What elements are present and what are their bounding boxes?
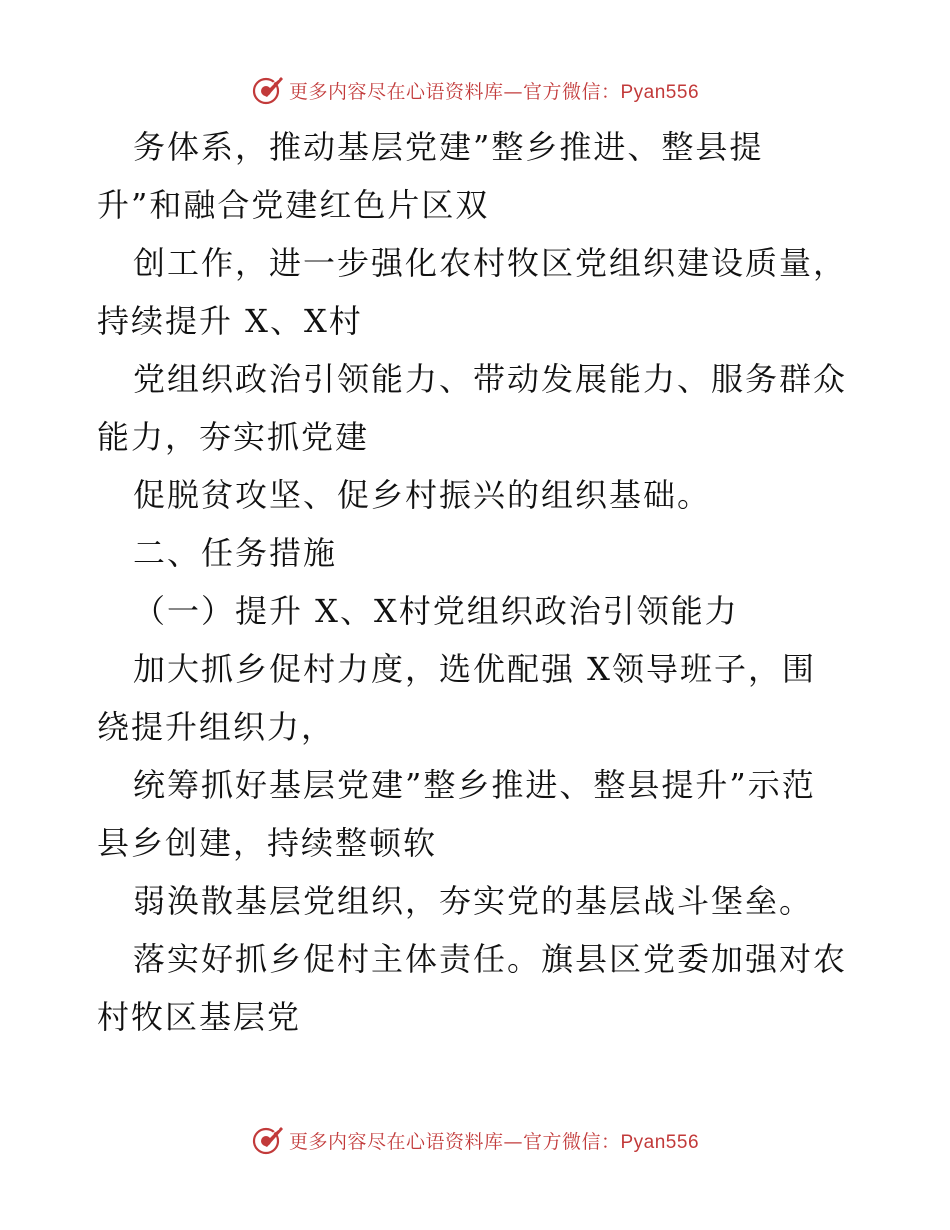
body-line: 持续提升 X、X村 — [97, 302, 363, 340]
body-line: 县乡创建，持续整顿软 — [97, 824, 438, 862]
body-line: 务体系，推动基层党建”整乡推进、整县提 — [133, 128, 764, 166]
body-line: 村牧区基层党 — [97, 998, 302, 1036]
separator: — — [503, 80, 523, 103]
body-line: 弱涣散基层党组织，夯实党的基层战斗堡垒。 — [133, 882, 814, 920]
body-line: 能力，夯实抓党建 — [97, 418, 370, 456]
wechat-handle: Pyan556 — [620, 81, 700, 103]
site-text: 更多内容尽在心语资料库 — [288, 1130, 504, 1153]
body-line: 促脱贫攻坚、促乡村振兴的组织基础。 — [133, 476, 712, 514]
document-body — [97, 118, 857, 1046]
body-line: 创工作，进一步强化农村牧区党组织建设质量， — [133, 244, 848, 282]
site-text: 更多内容尽在心语资料库 — [288, 80, 504, 103]
quill-emblem-icon — [251, 73, 285, 107]
body-line: 落实好抓乡促村主体责任。旗县区党委加强对农 — [133, 940, 848, 978]
subsection-heading: （一）提升 X、X村党组织政治引领能力 — [133, 592, 739, 630]
wechat-handle: Pyan556 — [620, 1131, 700, 1153]
body-line: 党组织政治引领能力、带动发展能力、服务群众 — [133, 360, 848, 398]
body-line: 统筹抓好基层党建”整乡推进、整县提升”示范 — [133, 766, 816, 804]
body-line: 升”和融合党建红色片区双 — [97, 186, 490, 224]
footer-watermark — [0, 1120, 950, 1160]
wechat-label: 官方微信： — [522, 80, 621, 103]
header-watermark — [0, 70, 950, 110]
separator: — — [503, 1130, 523, 1153]
body-line: 绕提升组织力， — [97, 708, 336, 746]
quill-emblem-icon — [251, 1123, 285, 1157]
body-line: 加大抓乡促村力度，选优配强 X领导班子，围 — [133, 650, 816, 688]
wechat-label: 官方微信： — [522, 1130, 621, 1153]
section-heading: 二、任务措施 — [133, 534, 338, 572]
